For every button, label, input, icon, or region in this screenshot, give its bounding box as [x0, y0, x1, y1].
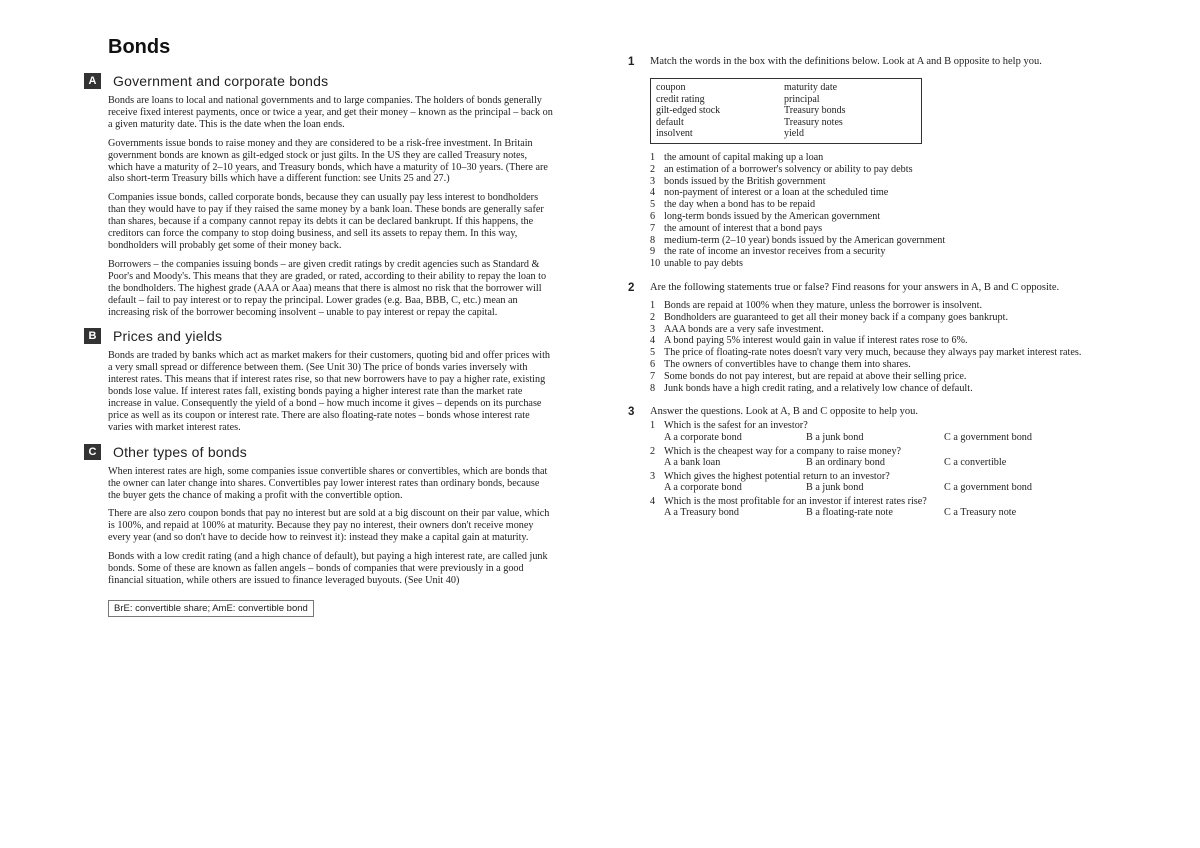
section-b	[84, 326, 554, 433]
section-title: Prices and yields	[113, 328, 223, 345]
item-number: 3	[650, 175, 656, 187]
list-item	[650, 164, 1148, 176]
item-number: 6	[650, 210, 656, 222]
item-number: 5	[650, 199, 656, 211]
word-box	[650, 78, 922, 144]
item-number: 3	[650, 323, 656, 335]
box-word: yield	[784, 128, 804, 140]
note-box: BrE: convertible share; AmE: convertible bond	[108, 600, 314, 617]
item-text: Some bonds do not pay interest, but are repaid at above their selling price.	[664, 370, 967, 382]
box-word: coupon	[656, 82, 686, 93]
item-text: The owners of convertibles have to change them into shares.	[664, 358, 911, 370]
item-text: an estimation of a borrower's solvency or ability to pay debts	[664, 163, 913, 175]
item-number: 9	[650, 246, 656, 258]
item-text: Bonds are repaid at 100% when they mature, unless the borrower is insolvent.	[664, 299, 982, 311]
answer-option: C a convertible	[944, 457, 1007, 469]
item-number: 6	[650, 358, 656, 370]
list-item	[650, 371, 1148, 383]
answer-options	[664, 507, 1148, 519]
exercise-instruction: Are the following statements true or false? Find reasons for your answers in A, B and C opposite.	[650, 281, 1060, 293]
list-item	[650, 347, 1148, 359]
question-text: Which is the cheapest way for a company to raise money?	[664, 445, 902, 457]
exercise-column	[628, 56, 1148, 531]
question-text: Which gives the highest potential return to an investor?	[664, 470, 890, 482]
item-text: Junk bonds have a high credit rating, and a relatively low chance of default.	[664, 382, 973, 394]
list-item	[650, 211, 1148, 223]
paragraph: Borrowers – the companies issuing bonds – are given credit ratings by credit agencies such as Standard & Poor's and Moody's. This means that they are graded, or rated, according to their ability to repay the loan to the bondholders. The highest grade (AAA or Aaa) means that there is almost no risk that the borrower will default – fail to pay interest or to repay the principal. Lower grades (e.g. Baa, BBB, C, etc.) mean an increasing risk of the borrower becoming insolvent – unable to pay interest or repay the capital.	[108, 258, 547, 318]
answer-option: A a corporate bond	[664, 431, 742, 443]
list-item	[650, 176, 1148, 188]
answer-option: C a government bond	[944, 431, 1032, 443]
list-item	[650, 152, 1148, 164]
list-item	[650, 300, 1148, 312]
question-number: 1	[650, 420, 656, 432]
item-number: 1	[650, 151, 656, 163]
box-word: principal	[784, 93, 820, 105]
section-title: Other types of bonds	[113, 443, 247, 460]
list-item	[650, 199, 1148, 211]
exercise-3	[628, 406, 1148, 519]
paragraph: Bonds are traded by banks which act as market makers for their customers, quoting bid and offer prices with a very small spread or difference between them. (See Unit 30) The price of bonds varies inversely with interest rates. This means that if interest rates rise, so that new borrowers have to pay a higher rate, existing bonds lose value. If interest rates fall, existing bonds paying a higher interest rate than the market rate increase in value. Consequently the yield of a bond – how much income it gives – depends on its purchase price as well as its coupon or interest rate. There are also floating-rate notes – bonds whose interest rate varies with market interest rates.	[108, 350, 550, 433]
paragraph: Bonds are loans to local and national governments and to large companies. The holders of bonds generally receive fixed interest payments, once or twice a year, and get their money – known as the principal – back on a given maturity date. This is the date when the loan ends.	[108, 95, 553, 130]
item-number: 5	[650, 347, 656, 359]
paragraph: When interest rates are high, some companies issue convertible shares or convertibles, which are bonds that the owner can later change into shares. Convertibles pay lower interest rates than ordinary bonds, because the buyer gets the chance of making a profit with the convertible option.	[108, 465, 548, 501]
box-word: credit rating	[656, 93, 705, 105]
list-item	[650, 187, 1148, 199]
definition-list	[628, 152, 1148, 270]
item-text: Bondholders are guaranteed to get all their money back if a company goes bankrupt.	[664, 311, 1008, 323]
paragraph: There are also zero coupon bonds that pay no interest but are sold at a big discount on their par value, which is 100%, and repaid at 100% at maturity. Because they pay no interest, their owners don't receive money every year (and so don't have to decide how to reinvest it): instead they make a capital gain at maturity.	[108, 508, 550, 544]
section-letter-a: A	[84, 73, 101, 89]
question-number: 2	[650, 445, 656, 457]
list-item	[650, 258, 1148, 270]
section-b-heading	[84, 326, 554, 346]
question-number: 3	[650, 470, 656, 482]
section-letter-c: C	[84, 444, 101, 460]
question	[650, 496, 1148, 519]
answer-option: C a government bond	[944, 482, 1032, 494]
item-text: the day when a bond has to be repaid	[664, 199, 816, 211]
list-item	[650, 312, 1148, 324]
question	[650, 446, 1148, 469]
list-item	[650, 235, 1148, 247]
answer-option: B a junk bond	[806, 431, 864, 443]
section-c	[84, 442, 554, 617]
question	[650, 471, 1148, 494]
paragraph: Companies issue bonds, called corporate bonds, because they can usually pay less interest to bondholders than they would have to pay if they raised the same money by a bank loan. These bonds are generally safer than shares, because if a company cannot repay its debts it can be declared bankrupt. If this happens, the creditors can force the company to stop doing business, and sell its assets to repay them. In this way, bondholders will probably get some of their money back.	[108, 192, 544, 251]
exercise-instruction: Answer the questions. Look at A, B and C opposite to help you.	[650, 406, 919, 418]
item-number: 10	[650, 258, 661, 270]
item-text: long-term bonds issued by the American government	[664, 210, 881, 222]
answer-option: A a corporate bond	[664, 482, 742, 494]
exercise-number: 1	[628, 56, 635, 68]
answer-options	[664, 457, 1148, 469]
section-letter-b: B	[84, 328, 101, 344]
paragraph: Bonds with a low credit rating (and a high chance of default), but paying a high interest rate, are called junk bonds. Some of these are known as fallen angels – bonds of companies that were previously in a good financial situation, while others are issued to finance leveraged buyouts. (See Unit 40)	[108, 551, 548, 586]
item-number: 8	[650, 234, 656, 246]
item-text: bonds issued by the British government	[664, 175, 826, 187]
item-text: A bond paying 5% interest would gain in value if interest rates rose to 6%.	[664, 335, 968, 347]
answer-option: B a floating-rate note	[806, 507, 893, 519]
page-title: Bonds	[108, 36, 171, 58]
box-word: default	[656, 116, 684, 128]
item-text: medium-term (2–10 year) bonds issued by the American government	[664, 234, 946, 246]
box-word: Treasury notes	[784, 116, 843, 128]
answer-option: B a junk bond	[806, 482, 864, 494]
box-word: Treasury bonds	[784, 105, 846, 117]
list-item	[650, 324, 1148, 336]
section-c-heading	[84, 442, 554, 462]
item-number: 2	[650, 311, 656, 323]
question-text: Which is the safest for an investor?	[664, 420, 808, 432]
item-text: the amount of capital making up a loan	[664, 151, 824, 163]
answer-options	[664, 432, 1148, 444]
exercise-instruction: Match the words in the box with the definitions below. Look at A and B opposite to help you.	[650, 56, 1042, 67]
section-a-heading	[84, 71, 554, 91]
list-item	[650, 246, 1148, 258]
statement-list	[628, 300, 1148, 394]
item-number: 8	[650, 382, 656, 394]
list-item	[650, 335, 1148, 347]
answer-option: C a Treasury note	[944, 507, 1017, 519]
item-text: non-payment of interest or a loan at the scheduled time	[664, 187, 889, 199]
item-text: the rate of income an investor receives from a security	[664, 246, 886, 258]
box-word: maturity date	[784, 82, 838, 93]
exercise-number: 2	[628, 281, 635, 294]
reading-column	[84, 36, 554, 625]
section-a	[84, 71, 554, 318]
question	[650, 420, 1148, 443]
answer-option: A a Treasury bond	[664, 507, 739, 519]
question-text: Which is the most profitable for an investor if interest rates rise?	[664, 495, 927, 507]
item-text: unable to pay debts	[664, 258, 743, 270]
item-number: 2	[650, 163, 656, 175]
exercise-1	[628, 56, 1148, 270]
answer-option: A a bank loan	[664, 457, 721, 469]
item-text: AAA bonds are a very safe investment.	[664, 323, 824, 335]
list-item	[650, 383, 1148, 395]
paragraph: Governments issue bonds to raise money and they are considered to be a risk-free investment. In Britain government bonds are known as gilt-edged stock or just gilts. In the US they are called Treasury notes, which have a maturity of 2–10 years, and Treasury bonds, which have a maturity of 10–30 years. (There are also short-term Treasury bills which have a different function: see Units 25 and 27.)	[108, 137, 548, 185]
item-number: 4	[650, 335, 656, 347]
list-item	[650, 223, 1148, 235]
box-word: insolvent	[656, 128, 693, 140]
item-number: 1	[650, 299, 656, 311]
section-title: Government and corporate bonds	[113, 73, 329, 89]
item-number: 4	[650, 187, 656, 199]
exercise-2	[628, 282, 1148, 394]
item-number: 7	[650, 222, 656, 234]
item-text: the amount of interest that a bond pays	[664, 222, 823, 234]
exercise-number: 3	[628, 406, 635, 419]
list-item	[650, 359, 1148, 371]
item-number: 7	[650, 370, 656, 382]
box-word: gilt-edged stock	[656, 105, 721, 117]
item-text: The price of floating-rate notes doesn't vary very much, because they always pay market interest rates.	[664, 347, 1082, 359]
answer-options	[664, 482, 1148, 494]
answer-option: B an ordinary bond	[806, 457, 885, 469]
question-number: 4	[650, 495, 656, 507]
